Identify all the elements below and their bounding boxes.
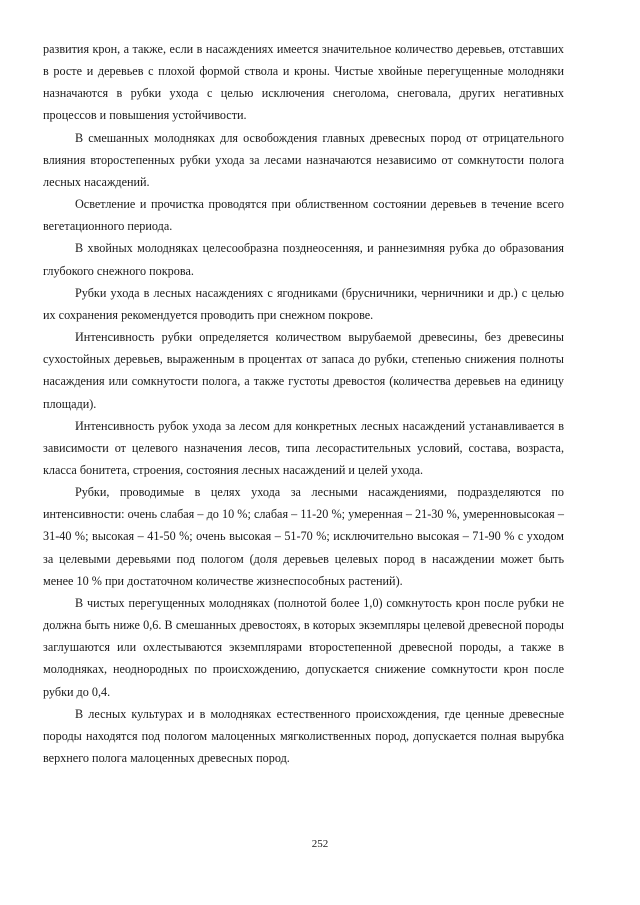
paragraph: В хвойных молодняках целесообразна позднеосенняя, и раннезимняя рубка до образования глубокого снежного покрова. <box>43 241 564 278</box>
paragraph: В смешанных молодняках для освобождения главных древесных пород от отрицательного влияния второстепенных рубки ухода за лесами назначаются независимо от сомкнутости полога лесных насаждений. <box>43 130 564 189</box>
page-number: 252 <box>311 838 329 850</box>
paragraph: Интенсивность рубок ухода за лесом для конкретных лесных насаждений устанавливается в зависимости от целевого назначения лесов, типа лесорастительных условий, состава, возраста, класса бонитета, строения, состояния лесных насаждений и целей ухода. <box>43 418 564 477</box>
paragraph: Осветление и прочистка проводятся при облиственном состоянии деревьев в течение всего вегетационного периода. <box>43 197 564 234</box>
paragraph: Интенсивность рубки определяется количеством вырубаемой древесины, без древесины сухостойных деревьев, выраженным в процентах от запаса до рубки, степенью снижения полноты насаждения или сомкнутости полога, а также густоты древостоя (количества деревьев на единицу площади). <box>43 330 564 411</box>
paragraph-continued: развития крон, а также, если в насаждениях имеется значительное количество деревьев, отставших в росте и деревьев с плохой формой ствола и кроны. Чистые хвойные перегущенные молодняки назначаются в рубки ухода с целью исключения снеголома, снеговала, других негативных процессов и повышения устойчивости. <box>43 42 564 123</box>
body-text <box>43 38 564 769</box>
paragraph: Рубки, проводимые в целях ухода за лесными насаждениями, подразделяются по интенсивности: очень слабая – до 10 %; слабая – 11-20 %; умеренная – 21-30 %, умеренновысокая – 31-40 %; высокая – 41-50 %; очень высокая – 51-70 %; исключительно высокая – 71-90 % с уходом за целевыми деревьями под пологом (доля деревьев целевых пород в насаждении может быть менее 10 % при достаточном количестве жизнеспособных растений). <box>43 485 564 588</box>
paragraph: В чистых перегущенных молодняках (полнотой более 1,0) сомкнутость крон после рубки не должна быть ниже 0,6. В смешанных древостоях, в которых экземпляры целевой древесной породы заглушаются или охлестываются экземплярами второстепенной древесной породы, а также в молодняках, неоднородных по происхождению, допускается снижение сомкнутости крон после рубки до 0,4. <box>43 595 564 699</box>
paragraph: Рубки ухода в лесных насаждениях с ягодниками (брусничники, черничники и др.) с целью их сохранения рекомендуется проводить при снежном покрове. <box>43 285 564 322</box>
paragraph: В лесных культурах и в молодняках естественного происхождения, где ценные древесные породы находятся под пологом малоценных мягколиственных пород, допускается полная вырубка верхнего полога малоценных древесных пород. <box>43 706 564 765</box>
